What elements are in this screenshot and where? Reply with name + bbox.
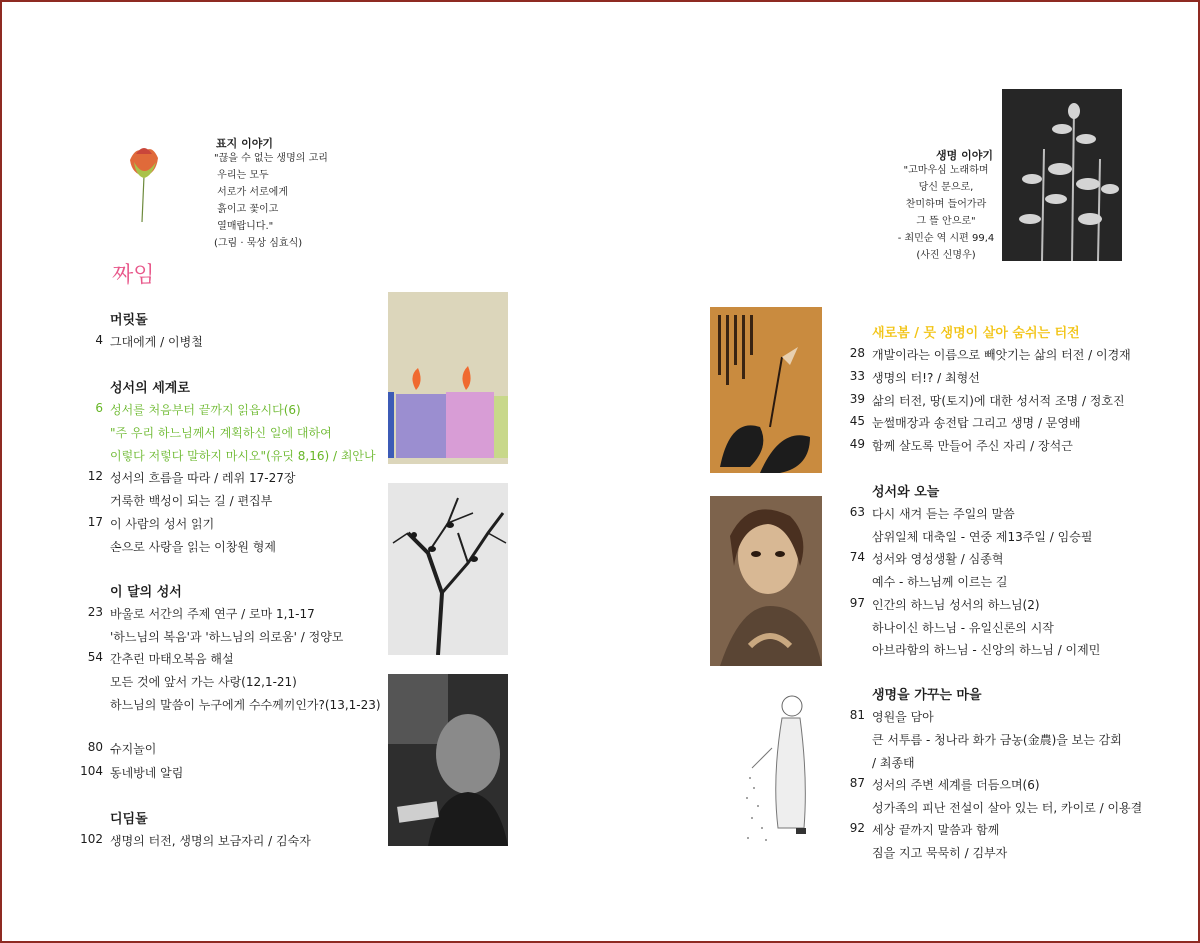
entry-text: 이 사람의 성서 읽기 bbox=[110, 517, 215, 531]
page-number: 33 bbox=[849, 369, 865, 383]
entry-subtext: / 최종태 bbox=[872, 756, 915, 770]
entry-subtext: 아브라함의 하느님 - 신앙의 하느님 / 이제민 bbox=[872, 643, 1101, 657]
entry-text: 인간의 하느님 성서의 하느님(2) bbox=[872, 598, 1040, 612]
entry-text: 함께 살도록 만들어 주신 자리 / 장석근 bbox=[872, 439, 1073, 453]
entry-text: 동네방네 알림 bbox=[110, 766, 184, 780]
entry-text: 영원을 담아 bbox=[872, 710, 934, 724]
page-number: 92 bbox=[849, 821, 865, 835]
icon-mosaic-image bbox=[710, 496, 822, 666]
section-title: 디딤돌 bbox=[110, 812, 148, 827]
entry-text: 개발이라는 이름으로 빼앗기는 삶의 터전 / 이경재 bbox=[872, 348, 1131, 362]
entry-text: 세상 끝까지 말씀과 함께 bbox=[872, 823, 1000, 837]
cover-story-title: 표지 이야기 bbox=[216, 137, 273, 150]
tree-birds-photo bbox=[388, 483, 508, 655]
page-number: 23 bbox=[87, 605, 103, 619]
section-title: 머릿돌 bbox=[110, 313, 148, 328]
man-portrait-photo bbox=[388, 674, 508, 846]
entry-subtext: 성가족의 피난 전설이 살아 있는 터, 카이로 / 이용결 bbox=[872, 801, 1143, 815]
page-number: 17 bbox=[87, 515, 103, 529]
page-number: 12 bbox=[87, 469, 103, 483]
page-number: 80 bbox=[87, 740, 103, 754]
candles-illustration bbox=[388, 292, 508, 464]
entry-text: 다시 새겨 듣는 주일의 말씀 bbox=[872, 507, 1015, 521]
page-number: 81 bbox=[849, 708, 865, 722]
life-story-text: "고마우심 노래하며 당신 문으로, 찬미하며 들어가라 그 뜰 안으로" - 최민순 역 시편 99,4 (사진 신명우) bbox=[897, 165, 995, 261]
entry-text: 그대에게 / 이병철 bbox=[110, 335, 203, 349]
flower-illustration bbox=[122, 136, 166, 224]
entry-text: 슈지놀이 bbox=[110, 742, 157, 756]
entry-text: 삶의 터전, 땅(토지)에 대한 성서적 조명 / 정호진 bbox=[872, 394, 1125, 408]
entry-subtext: 삼위일체 대축일 - 연중 제13주일 / 임승필 bbox=[872, 530, 1093, 544]
entry-subtext: 거룩한 백성이 되는 길 / 편집부 bbox=[110, 494, 273, 508]
entry-subtext: "주 우리 하느님께서 계획하신 일에 대하여 bbox=[110, 426, 332, 440]
entry-subtext: 짐을 지고 묵묵히 / 김부자 bbox=[872, 846, 1008, 860]
entry-subtext: 이렇다 저렇다 말하지 마시오"(유딧 8,16) / 최안나 bbox=[110, 449, 376, 463]
entry-text: 성서와 영성생활 / 심종혁 bbox=[872, 552, 1004, 566]
page-number: 45 bbox=[849, 414, 865, 428]
page-number: 49 bbox=[849, 437, 865, 451]
entry-text: 바울로 서간의 주제 연구 / 로마 1,1-17 bbox=[110, 607, 315, 621]
page-number: 4 bbox=[95, 333, 103, 347]
entry-text: 생명의 터!? / 최형선 bbox=[872, 371, 980, 385]
page-number: 39 bbox=[849, 392, 865, 406]
entry-text: 눈썰매장과 송전탑 그리고 생명 / 문영배 bbox=[872, 416, 1081, 430]
section-title: 생명을 가꾸는 마을 bbox=[872, 688, 982, 703]
entry-subtext: 예수 - 하느님께 이르는 길 bbox=[872, 575, 1008, 589]
section-title: 이 달의 성서 bbox=[110, 585, 182, 600]
plant-photo bbox=[1002, 89, 1122, 261]
page-number: 63 bbox=[849, 505, 865, 519]
life-story-title: 생명 이야기 bbox=[936, 149, 993, 162]
cover-story-text: "끊을 수 없는 생명의 고리 우리는 모두 서로가 서로에게 흙이고 꽃이고 열매랍니다." (그림 · 묵상 심효식) bbox=[214, 153, 328, 249]
entry-text: 생명의 터전, 생명의 보금자리 / 김숙자 bbox=[110, 834, 311, 848]
page-number: 97 bbox=[849, 596, 865, 610]
entry-text: 성서의 흐름을 따라 / 레위 17-27장 bbox=[110, 471, 296, 485]
entry-subtext: '하느님의 복음'과 '하느님의 의로움' / 정양모 bbox=[110, 630, 344, 644]
page-number: 87 bbox=[849, 776, 865, 790]
page-number: 104 bbox=[80, 764, 103, 778]
entry-text: 성서의 주변 세계를 더듬으며(6) bbox=[872, 778, 1040, 792]
entry-subtext: 하나이신 하느님 - 유일신론의 시작 bbox=[872, 621, 1054, 635]
page-number: 74 bbox=[849, 550, 865, 564]
section-title: 성서의 세계로 bbox=[110, 381, 190, 396]
page-number: 102 bbox=[80, 832, 103, 846]
page-number: 54 bbox=[87, 650, 103, 664]
page-number: 28 bbox=[849, 346, 865, 360]
entry-subtext: 모든 것에 앞서 가는 사랑(12,1-21) bbox=[110, 675, 297, 689]
calligraphy-painting bbox=[710, 307, 822, 473]
entry-text: 간추린 마태오복음 해설 bbox=[110, 652, 234, 666]
entry-text: 성서를 처음부터 끝까지 읽읍시다(6) bbox=[110, 403, 301, 417]
section-title: 성서와 오늘 bbox=[872, 485, 940, 500]
sower-illustration bbox=[742, 688, 822, 848]
toc-title: 짜임 bbox=[112, 263, 155, 288]
entry-subtext: 하느님의 말씀이 누구에게 수수께끼인가?(13,1-23) bbox=[110, 698, 381, 712]
entry-subtext: 손으로 사랑을 읽는 이창원 형제 bbox=[110, 540, 276, 554]
page-number: 6 bbox=[95, 401, 103, 415]
entry-subtext: 큰 서투름 - 청나라 화가 금농(金農)을 보는 감회 bbox=[872, 733, 1122, 747]
section-title-highlight[interactable]: 새로봄 / 뭇 생명이 살아 숨쉬는 터전 bbox=[872, 326, 1080, 341]
